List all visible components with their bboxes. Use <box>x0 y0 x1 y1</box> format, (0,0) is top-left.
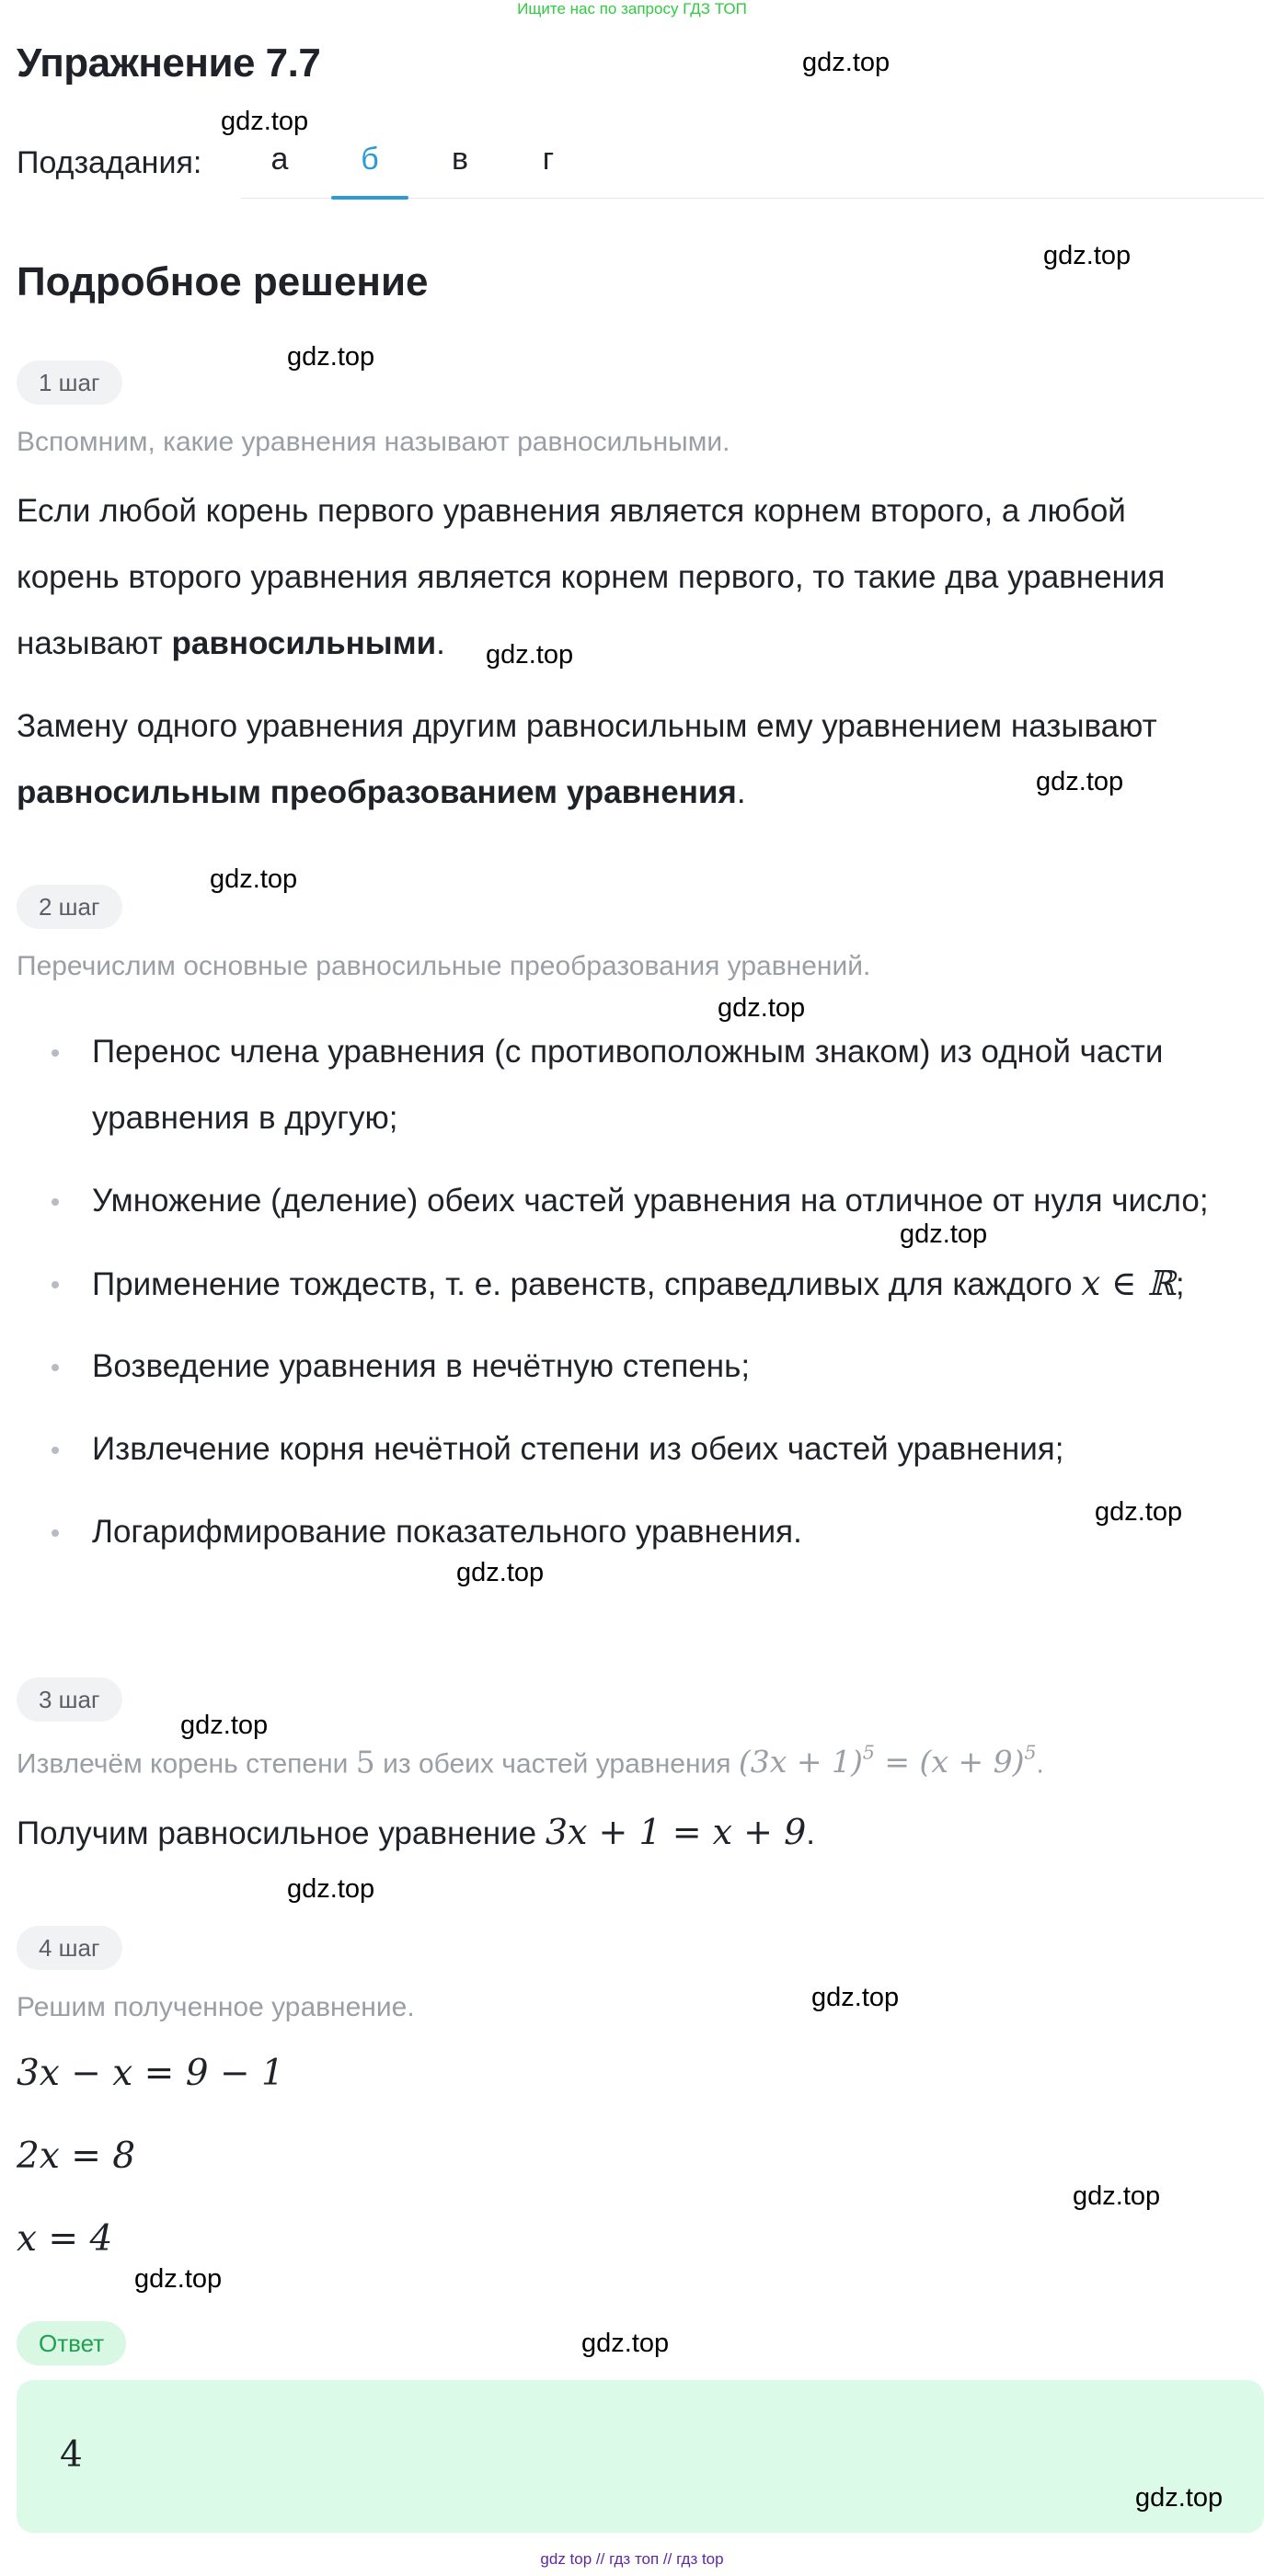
text: из обеих частей уравнения <box>374 1748 739 1780</box>
watermark: gdz.top <box>134 2264 223 2294</box>
list-item: Логарифмирование показательного уравнения. <box>17 1499 1264 1565</box>
step-3-hint <box>17 1742 1044 1780</box>
step-4-hint: Решим полученное уравнение. <box>17 1992 415 2022</box>
list-item <box>17 1251 1264 1318</box>
text-line: уравнения в другую; <box>92 1100 398 1136</box>
list-item: Извлечение корня нечётной степени из обеих частей уравнения; <box>17 1416 1264 1483</box>
answer-badge: Ответ <box>17 2321 126 2365</box>
text: . <box>736 774 746 810</box>
watermark: gdz.top <box>802 48 891 77</box>
tab-g[interactable]: г <box>542 142 555 177</box>
step-4-badge: 4 шаг <box>17 1926 122 1970</box>
watermark: gdz.top <box>1135 2483 1224 2513</box>
list-item: Возведение уравнения в нечётную степень; <box>17 1334 1264 1400</box>
list-item <box>17 1019 1264 1151</box>
tab-b[interactable]: б <box>331 142 408 199</box>
text: ; <box>1175 1266 1185 1302</box>
section-title: Подробное решение <box>17 259 429 304</box>
watermark: gdz.top <box>287 1874 375 1904</box>
page-title: Упражнение 7.7 <box>17 40 321 86</box>
text: Извлечём корень степени <box>17 1748 356 1780</box>
text-line: корень второго уравнения является корнем первого, то такие два уравнения <box>17 559 1166 595</box>
tab-v[interactable]: в <box>451 142 469 177</box>
text-line: Если любой корень первого уравнения является корнем второго, а любой <box>17 493 1126 529</box>
watermark: gdz.top <box>811 1983 900 2012</box>
watermark: gdz.top <box>900 1219 988 1249</box>
text-line: Перенос члена уравнения (с противоположным знаком) из одной части <box>92 1034 1164 1070</box>
text: Применение тождеств, т. е. равенств, справедливых для каждого <box>92 1266 1082 1302</box>
top-banner: Ищите нас по запросу ГДЗ ТОП <box>517 0 747 17</box>
watermark: gdz.top <box>718 993 806 1023</box>
equation-line: x = 4 <box>17 2218 113 2260</box>
watermark: gdz.top <box>581 2329 670 2358</box>
equation-left: (3x + 1) <box>738 1744 863 1780</box>
watermark: gdz.top <box>1036 767 1124 796</box>
watermark: gdz.top <box>221 107 309 136</box>
watermark: gdz.top <box>1043 241 1132 270</box>
step-1-paragraph-1 <box>17 478 1249 677</box>
equation-right: = (x + 9) <box>874 1744 1025 1780</box>
subtasks-label: Подзадания: <box>17 145 202 180</box>
step-2-hint: Перечислим основные равносильные преобразования уравнений. <box>17 951 871 981</box>
step-1-paragraph-2 <box>17 693 1249 826</box>
watermark: gdz.top <box>486 640 574 670</box>
exponent: 5 <box>1024 1742 1037 1764</box>
subtask-tabs <box>241 138 1264 199</box>
step-2-badge: 2 шаг <box>17 885 122 929</box>
math-expression: 3x + 1 = x + 9 <box>545 1812 807 1852</box>
equation-line: 3x − x = 9 − 1 <box>17 2053 284 2094</box>
watermark: gdz.top <box>1095 1497 1183 1527</box>
bold-term: равносильными <box>171 625 437 661</box>
tab-a[interactable]: а <box>270 142 289 177</box>
footer-links[interactable]: gdz top // гдз топ // гдз top <box>540 2550 724 2568</box>
text: . <box>806 1815 815 1851</box>
answer-value: 4 <box>60 2434 83 2476</box>
step-3-badge: 3 шаг <box>17 1677 122 1722</box>
watermark: gdz.top <box>210 864 298 894</box>
text-line <box>17 611 1249 677</box>
math-expression: x ∈ ℝ <box>1081 1264 1176 1303</box>
text: . <box>436 625 445 661</box>
text: . <box>1036 1748 1044 1780</box>
text: Получим равносильное уравнение <box>17 1815 546 1851</box>
answer-box <box>17 2380 1264 2533</box>
list-item: Умножение (деление) обеих частей уравнения на отличное от нуля число; <box>17 1168 1264 1234</box>
watermark: gdz.top <box>287 342 375 372</box>
step-3-result <box>17 1799 1249 1867</box>
exponent: 5 <box>862 1742 875 1764</box>
watermark: gdz.top <box>456 1558 545 1587</box>
step-1-badge: 1 шаг <box>17 361 122 405</box>
math-expression <box>739 1744 1037 1780</box>
math-expression: 5 <box>355 1744 375 1780</box>
text-line: Замену одного уравнения другим равносильным ему уравнением называют <box>17 708 1157 744</box>
watermark: gdz.top <box>180 1711 269 1740</box>
bold-term: равносильным преобразованием уравнения <box>17 774 737 810</box>
equation-line: 2x = 8 <box>17 2135 136 2177</box>
watermark: gdz.top <box>1073 2181 1161 2211</box>
step-1-hint: Вспомним, какие уравнения называют равносильными. <box>17 427 730 457</box>
text: называют <box>17 625 172 661</box>
